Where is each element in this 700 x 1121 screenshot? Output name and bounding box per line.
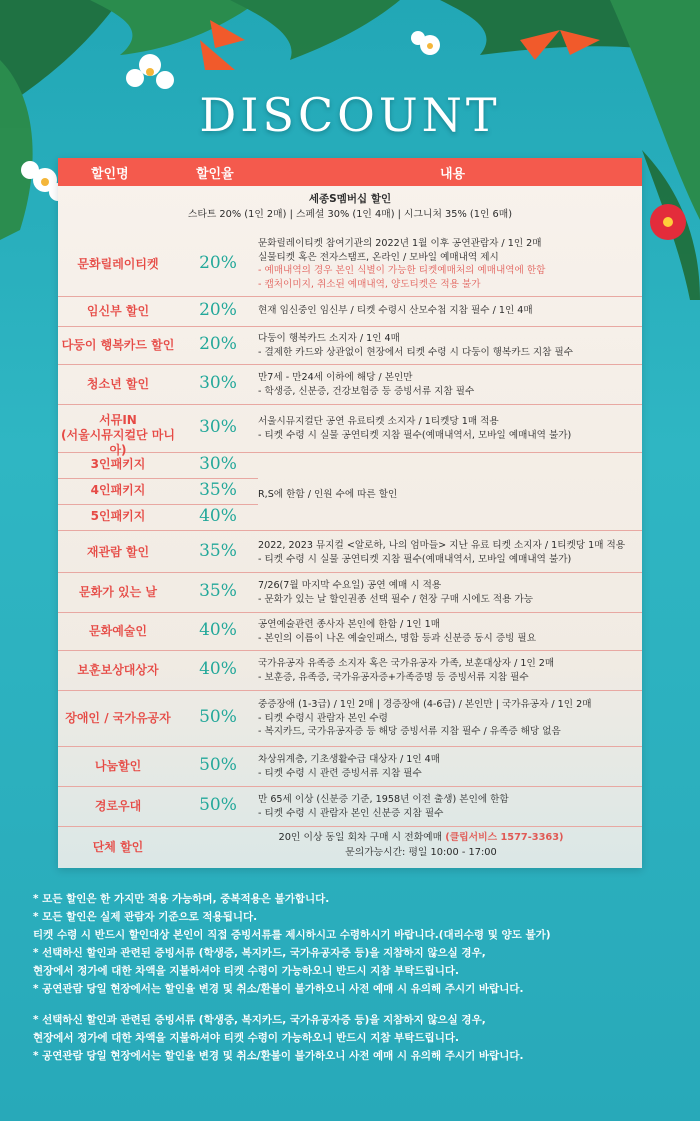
package-name: 5인패키지 (90, 509, 146, 523)
discount-name-text: 문화가 있는 날 (79, 585, 157, 599)
description-line: 중증장애 (1-3급) / 1인 2매 | 경증장애 (4-6급) / 본인만 | 국가유공자 / 1인 2매 (258, 699, 592, 710)
description-line: 2022, 2023 뮤지컬 <알로하, 나의 엄마들> 지난 유료 티켓 소지자 / 1티켓당 1매 적용 (258, 540, 626, 551)
description-line: 문화릴레이티켓 참여기관의 2022년 1월 이후 공연관람자 / 1인 2매 (258, 238, 542, 249)
notice-line: 티켓 수령 시 반드시 할인대상 본인이 직접 증빙서류를 제시하시고 수령하시기 바랍니다.(대리수령 및 양도 불가) (33, 929, 551, 941)
description-line: - 티켓 수령시 관람자 본인 수령 (258, 712, 388, 724)
table-row (58, 786, 642, 827)
discount-name-text: 문화릴레이티켓 (77, 257, 159, 271)
table-row (58, 404, 642, 457)
description-line: - 본인의 이름이 나온 예술인패스, 명함 등과 신분증 동시 증빙 필요 (258, 632, 536, 644)
discount-name (58, 585, 178, 600)
description-line: 공연예술관련 종사자 본인에 한함 / 1인 1매 (258, 619, 441, 630)
notice-line: 현장에서 정가에 대한 차액을 지불하셔야 티켓 수령이 가능하오니 반드시 지참 부탁드립니다. (33, 1032, 459, 1044)
group-name: 단체 할인 (92, 840, 144, 854)
table-row (58, 296, 642, 327)
discount-name-text: 서뮤IN (99, 413, 137, 427)
discount-name (58, 545, 178, 560)
discount-description (258, 237, 642, 291)
notice-list-2 (33, 1011, 683, 1065)
group-line2: 문의가능시간: 평일 10:00 - 17:00 (345, 847, 497, 858)
table-row (58, 572, 642, 613)
table-row (58, 326, 642, 365)
table-row (58, 232, 642, 297)
discount-name (58, 663, 178, 678)
description-line: - 복지카드, 국가유공자증 등 해당 증빙서류 지참 필수 / 유족증 해당 없음 (258, 726, 561, 737)
discount-description (258, 304, 642, 318)
table-row (58, 532, 642, 573)
description-line: 다둥이 행복카드 소지자 / 1인 4매 (258, 333, 400, 344)
header-name: 할인명 (91, 167, 129, 182)
discount-name (58, 624, 178, 639)
table-header (58, 158, 642, 186)
discount-name-text: 문화예술인 (89, 624, 147, 638)
table-row (58, 612, 642, 651)
discount-rate: 50% (199, 795, 237, 815)
notice-line: * 모든 할인은 실제 관람자 기준으로 적용됩니다. (33, 911, 258, 923)
package-name: 4인패키지 (90, 483, 146, 497)
discount-rate: 30% (199, 373, 237, 393)
discount-name (58, 338, 178, 353)
notice-line: * 선택하신 할인과 관련된 증빙서류 (학생증, 복지카드, 국가유공자증 등)을 지참하지 않으실 경우, (33, 1014, 486, 1026)
table-row (58, 690, 642, 747)
discount-rate: 20% (199, 300, 237, 320)
notice-list (33, 890, 683, 998)
discount-rate: 30% (199, 417, 237, 437)
notice-line: 현장에서 정가에 대한 차액을 지불하셔야 티켓 수령이 가능하오니 반드시 지참 부탁드립니다. (33, 965, 459, 977)
package-description: R,S에 한함 / 인원 수에 따른 할인 (258, 489, 398, 500)
membership-row (58, 192, 642, 228)
description-line: 국가유공자 유족증 소지자 혹은 국가유공자 가족, 보훈대상자 / 1인 2매 (258, 658, 555, 669)
package-row (58, 452, 258, 479)
description-line: - 학생증, 신분증, 건강보험증 등 증빙서류 지참 필수 (258, 385, 475, 397)
discount-rate: 20% (199, 253, 237, 273)
membership-title: 세종S멤버십 할인 (308, 193, 392, 205)
package-row (58, 504, 258, 531)
notice-line: * 선택하신 할인과 관련된 증빙서류 (학생증, 복지카드, 국가유공자증 등)을 지참하지 않으실 경우, (33, 947, 486, 959)
table-row (58, 650, 642, 691)
discount-name-text: 청소년 할인 (86, 377, 150, 391)
discount-description (258, 579, 642, 606)
description-line: 실물티켓 혹은 전자스탬프, 온라인 / 모바일 예매내역 제시 (258, 251, 499, 263)
description-line: 7/26(7월 마지막 수요일) 공연 예매 시 적용 (258, 580, 442, 591)
package-rate: 35% (199, 480, 237, 500)
description-warning: - 캡처이미지, 취소된 예매내역, 양도티켓은 적용 불가 (258, 278, 481, 290)
discount-name (58, 304, 178, 319)
discount-rate: 50% (199, 755, 237, 775)
description-line: 현재 임신중인 임신부 / 티켓 수령시 산모수첩 지참 필수 / 1인 4매 (258, 305, 533, 316)
group-phone: (클립서비스 1577-3363) (445, 832, 564, 843)
discount-name-text: 보훈보상대상자 (77, 663, 159, 677)
discount-rate: 20% (199, 334, 237, 354)
notice-line: * 모든 할인은 한 가지만 적용 가능하며, 중복적용은 불가합니다. (33, 893, 330, 905)
package-rate: 40% (199, 506, 237, 526)
group-row (58, 830, 642, 866)
discount-description (258, 698, 642, 739)
discount-name-text: 다둥이 행복카드 할인 (61, 338, 175, 352)
description-line: - 티켓 수령 시 관람자 본인 신분증 지참 필수 (258, 807, 444, 819)
discount-name-text: 경로우대 (94, 799, 142, 813)
table-row (58, 746, 642, 787)
discount-name (58, 799, 178, 814)
discount-rate: 40% (199, 620, 237, 640)
discount-description (258, 618, 642, 645)
discount-name-text: 장애인 / 국가유공자 (65, 711, 171, 725)
discount-description (258, 657, 642, 684)
discount-name-text: 임신부 할인 (86, 304, 150, 318)
discount-description (258, 753, 642, 780)
discount-name (58, 711, 178, 726)
discount-name-text: 나눔할인 (94, 759, 142, 773)
description-line: - 티켓 수령 시 관련 증빙서류 지참 필수 (258, 767, 422, 779)
table-row (58, 364, 642, 405)
package-name: 3인패키지 (90, 457, 146, 471)
description-line: - 티켓 수령 시 실물 공연티켓 지참 필수(예매내역서, 모바일 예매내역 불가) (258, 553, 572, 565)
discount-rate: 40% (199, 659, 237, 679)
discount-rate: 35% (199, 581, 237, 601)
description-line: - 결제한 카드와 상관없이 현장에서 티켓 수령 시 다둥이 행복카드 지참 필수 (258, 346, 574, 358)
membership-line: 스타트 20% (1인 2매) | 스페셜 30% (1인 4매) | 시그니처 35% (1인 6매) (187, 209, 513, 220)
discount-description (258, 332, 642, 359)
package-rate: 30% (199, 454, 237, 474)
package-row (58, 478, 258, 505)
discount-rate: 35% (199, 541, 237, 561)
discount-description (258, 371, 642, 398)
discount-description (258, 793, 642, 820)
discount-rate: 50% (199, 707, 237, 727)
description-line: 차상위계층, 기초생활수급 대상자 / 1인 4매 (258, 754, 441, 765)
notice-line: * 공연관람 당일 현장에서는 할인율 변경 및 취소/환불이 불가하오니 사전 예매 시 유의해 주시기 바랍니다. (33, 983, 524, 995)
description-line: 만7세 - 만24세 이하에 해당 / 본인만 (258, 372, 413, 383)
discount-description (258, 539, 642, 566)
description-line: 만 65세 이상 (신분증 기준, 1958년 이전 출생) 본인에 한함 (258, 794, 509, 805)
discount-name (58, 759, 178, 774)
description-warning: - 예매내역의 경우 본인 식별이 가능한 티켓예매처의 예매내역에 한함 (258, 265, 546, 276)
description-line: - 보훈증, 유족증, 국가유공자증+가족증명 등 증빙서류 지참 필수 (258, 671, 529, 683)
discount-name (58, 257, 178, 272)
header-content: 내용 (440, 167, 466, 182)
group-line1: 20인 이상 동일 회차 구매 시 전화예매 (278, 832, 446, 843)
notice-line: * 공연관람 당일 현장에서는 할인율 변경 및 취소/환불이 불가하오니 사전 예매 시 유의해 주시기 바랍니다. (33, 1050, 524, 1062)
discount-name-text: 재관람 할인 (86, 545, 150, 559)
page-title: DISCOUNT (199, 88, 501, 142)
description-line: - 티켓 수령 시 실물 공연티켓 지참 필수(예매내역서, 모바일 예매내역 불가) (258, 429, 572, 441)
discount-table (58, 158, 642, 868)
discount-name (58, 377, 178, 392)
discount-name-sub: (서울시뮤지컬단 마니아) (61, 428, 175, 457)
discount-description (258, 415, 642, 442)
header-rate: 할인율 (196, 167, 234, 182)
description-line: 서울시뮤지컬단 공연 유료티켓 소지자 / 1티켓당 1매 적용 (258, 416, 499, 427)
description-line: - 문화가 있는 날 할인권종 선택 필수 / 현장 구매 시에도 적용 가능 (258, 593, 533, 605)
